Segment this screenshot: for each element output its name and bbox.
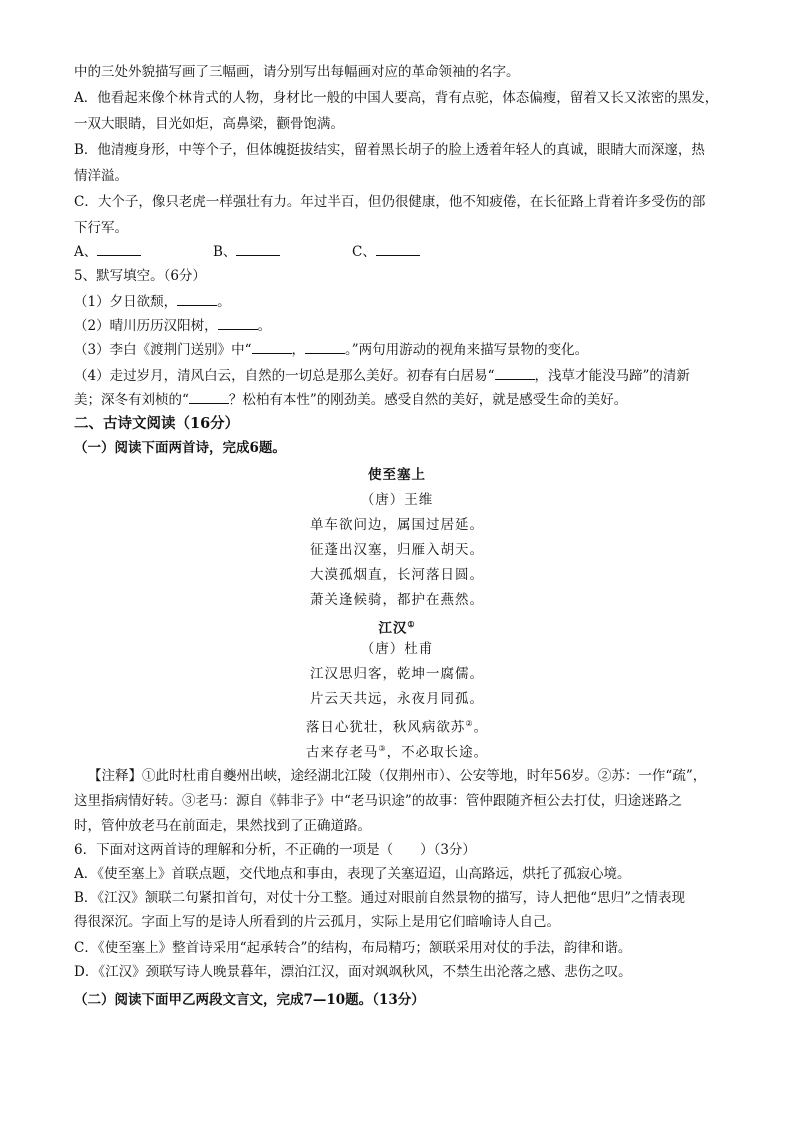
section2-title: 二、古诗文阅读（16分） [74,415,240,432]
q4-intro: 中的三处外貌描写画了三幅画，请分别写出每幅画对应的革命领袖的名字。 [74,64,520,80]
fill-blank[interactable] [189,389,229,404]
q4-answer-c: C、 [352,240,420,264]
q4-option-b-line2: 情洋溢。 [74,168,128,184]
poem1-title: 使至塞上 [368,467,426,483]
poem1-author: （唐）王维 [360,492,434,508]
fill-blank[interactable] [218,315,258,330]
notes-line1: 【注释】①此时杜甫自夔州出峡，途经湖北江陵（仅荆州市）、公安等地，时年56岁。②苏：一作“疏”， [88,768,707,784]
q4-option-c-line2: 下行军。 [74,220,128,236]
q4-option-c-line1: C．大个子，像只老虎一样强壮有力。年过半百，但仍很健康，他不知疲倦，在长征路上背着许多受伤的部 [74,194,706,210]
poem2-author: （唐）杜甫 [360,641,434,657]
footnote-mark: ③ [378,744,387,753]
footnote-mark: ① [407,619,416,629]
poem1-line: 萧关逢候骑，都护在燕然。 [310,592,484,608]
poem1-line: 单车欲问边，属国过居延。 [310,517,484,533]
q6-option-a: A．《使至塞上》首联点题，交代地点和事由，表现了关塞迢迢，山高路远，烘托了孤寂心境。 [74,866,631,882]
answer-blank[interactable] [97,241,141,256]
poem1-line: 大漠孤烟直，长河落日圆。 [310,567,484,583]
fill-blank[interactable] [495,365,535,380]
q5-item4-line2: 美；深冬有刘桢的“ ？松柏有本性”的刚劲美。感受自然的美好，就是感受生命的美好。 [74,388,734,412]
answer-blank[interactable] [236,241,280,256]
q5-item3: （3）李白《渡荆门送别》中“ ， 。”两句用游动的视角来描写景物的变化。 [74,338,734,362]
part1-title: （一）阅读下面两首诗，完成6题。 [74,440,286,456]
q4-option-b-line1: B．他清瘦身形，中等个子，但体魄挺拔结实，留着黑长胡子的脸上透着年轻人的真诚，眼睛大而深邃，热 [74,142,705,158]
q5-item4-line1: （4）走过岁月，清风白云，自然的一切总是那么美好。初春有白居易“ ，浅草才能没马蹄”的清新 [74,364,734,388]
footnote-mark: ② [465,719,474,728]
notes-line3: 时，管仲放老马在前面走，果然找到了正确道路。 [74,818,371,834]
fill-blank[interactable] [305,339,345,354]
q6-option-b-line1: B．《江汉》颔联二句紧扣首句，对仗十分工整。通过对眼前自然景物的描写，诗人把他“思归”之情表现 [74,890,685,906]
q5-item2: （2）晴川历历汉阳树， 。 [74,314,734,338]
answer-blank[interactable] [376,241,420,256]
q6-option-d: D．《江汉》颈联写诗人晚景暮年，漂泊江汉，面对飒飒秋风，不禁生出沦落之感、悲伤之叹。 [74,964,632,980]
q6-option-b-line2: 得很深沉。字面上写的是诗人所看到的片云孤月，实际上是用它们暗喻诗人自己。 [74,914,560,930]
q4-answer-b: B、 [213,240,280,264]
q6-stem: 6．下面对这两首诗的理解和分析，不正确的一项是（ ）（3分） [74,842,476,858]
notes-line2: 这里指病情好转。③老马：源自《韩非子》中“老马识途”的故事：管仲跟随齐桓公去打仗，归途迷路之 [74,793,682,809]
poem2-line: 片云天共远，永夜月同孤。 [310,691,484,707]
fill-blank[interactable] [252,339,292,354]
q5-title: 5、默写填空。（6分） [74,268,206,284]
q6-option-c: C．《使至塞上》整首诗采用“起承转合”的结构，布局精巧；颔联采用对仗的手法，韵律和谐。 [74,940,632,956]
poem2-line: 古来存老马③，不必取长途。 [305,744,489,761]
poem2-line: 江汉思归客，乾坤一腐儒。 [310,666,484,682]
q4-option-a-line2: 一双大眼睛，目光如炬，高鼻梁，颧骨饱满。 [74,116,344,132]
part2-title: （二）阅读下面甲乙两段文言文，完成7—10题。（13分） [74,992,425,1008]
q4-answer-a: A、 [74,240,141,264]
poem2-title: 江汉① [378,619,416,637]
poem1-line: 征蓬出汉塞，归雁入胡天。 [310,542,484,558]
q5-item1: （1）夕日欲颓， 。 [74,290,734,314]
poem2-line: 落日心犹壮，秋风病欲苏②。 [305,719,489,736]
q4-option-a-line1: A．他看起来像个林肯式的人物，身材比一般的中国人要高，背有点驼，体态偏瘦，留着又长又浓密的黑发， [74,90,719,106]
fill-blank[interactable] [177,291,217,306]
